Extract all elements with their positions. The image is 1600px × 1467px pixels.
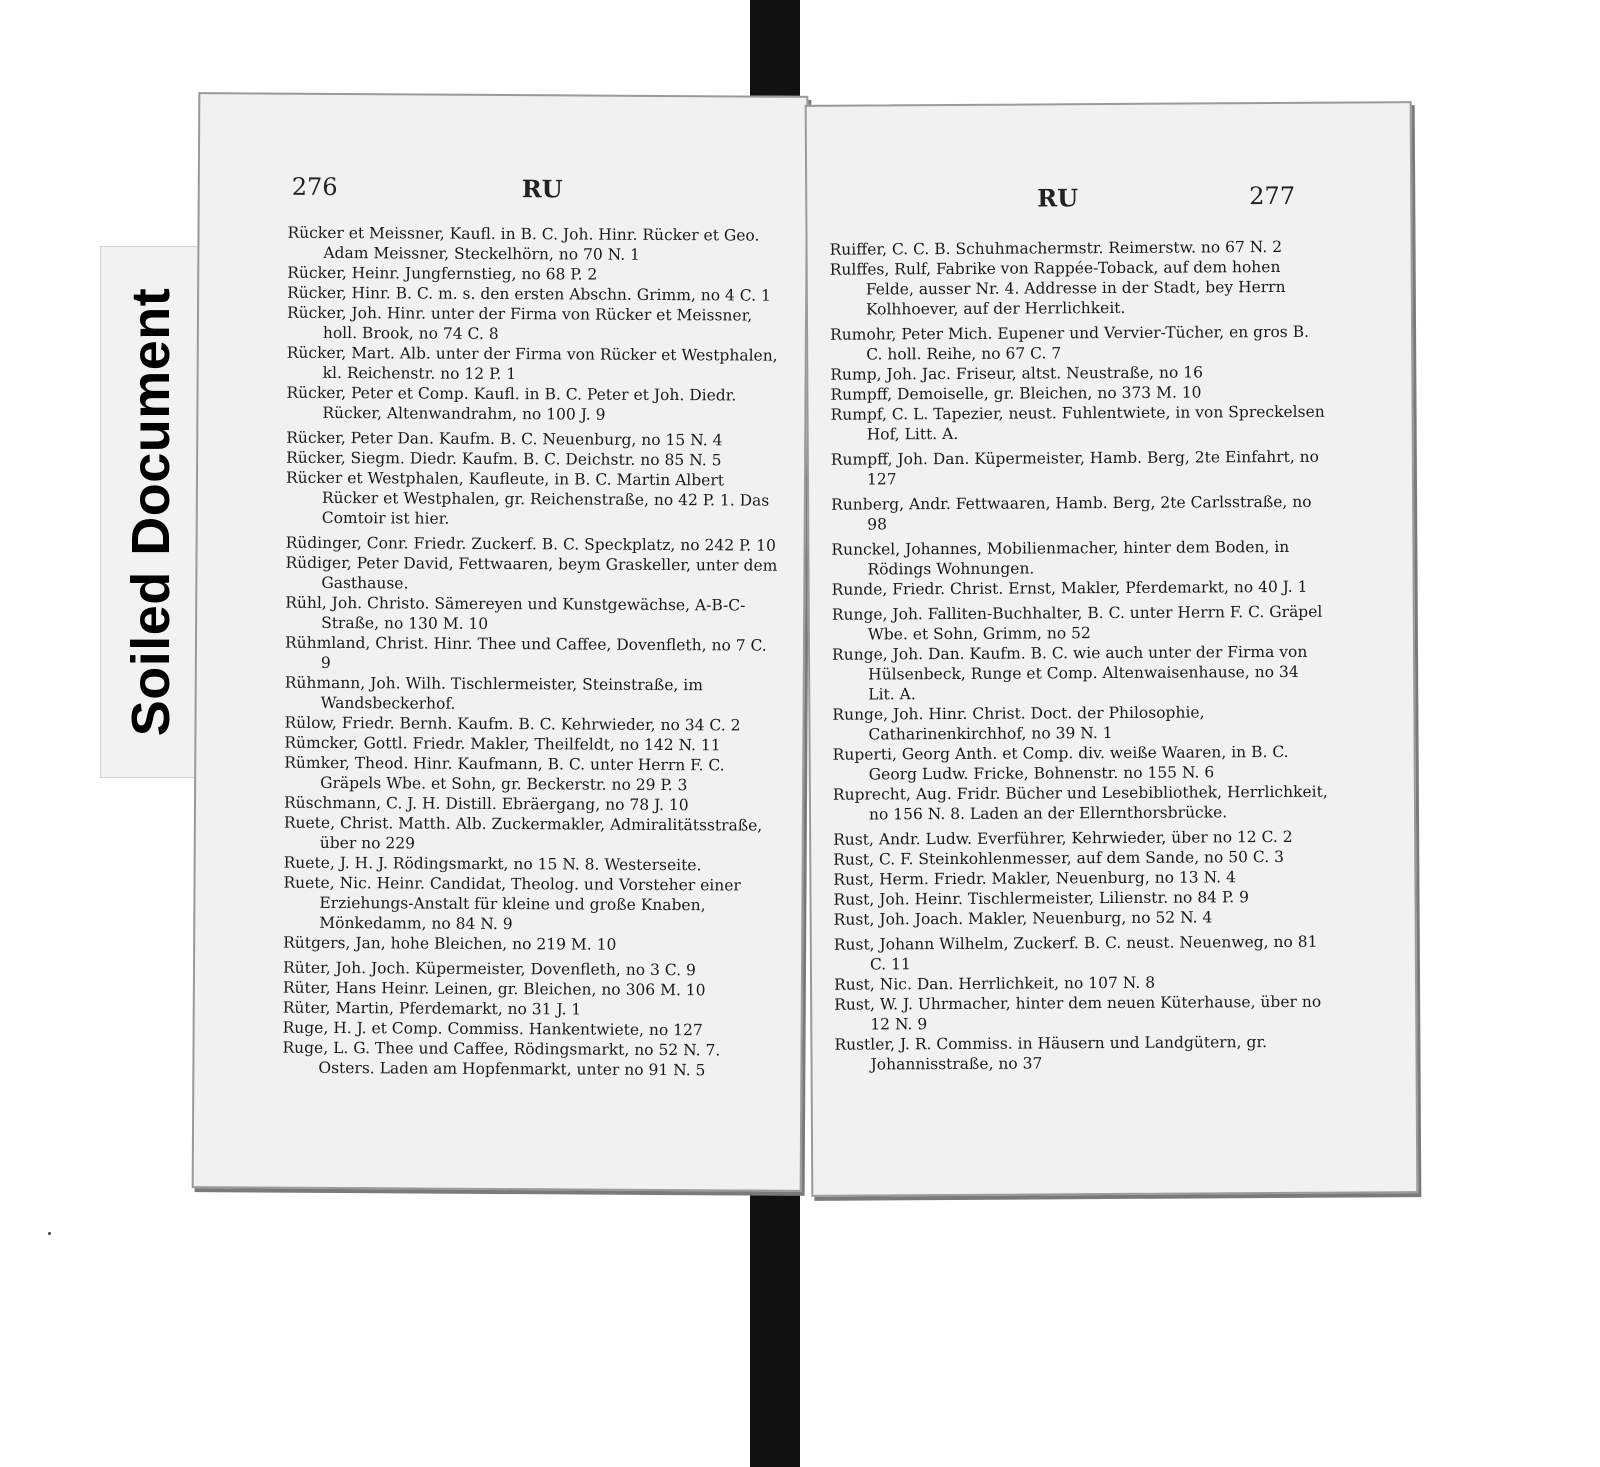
directory-entry: Rülow, Friedr. Bernh. Kaufm. B. C. Kehrwieder, no 34 C. 2 bbox=[284, 713, 741, 735]
directory-entry: Rust, Joh. Joach. Makler, Neuenburg, no 52 N. 4 bbox=[833, 908, 1213, 929]
directory-entry: Rust, Nic. Dan. Herrlichkeit, no 107 N. 8 bbox=[833, 973, 1156, 994]
binding-strip-top bbox=[750, 0, 800, 110]
directory-entry: Rücker, Peter Dan. Kaufm. B. C. Neuenburg, no 15 N. 4 bbox=[286, 428, 723, 450]
directory-entry: Ruete, Christ. Matth. Alb. Zuckermakler, Admiralitätsstraße, über no 229 bbox=[283, 813, 763, 853]
right-page-header: RU bbox=[1037, 183, 1079, 213]
directory-entry: Ruge, L. G. Thee und Caffee, Rödingsmarkt, no 52 N. 7. Osters. Laden am Hopfenmarkt, unter no 91 N. 5 bbox=[282, 1038, 721, 1080]
directory-entry: Rüdinger, Conr. Friedr. Zuckerf. B. C. Speckplatz, no 242 P. 10 bbox=[285, 533, 776, 555]
directory-entry: Rücker, Joh. Hinr. unter der Firma von Rücker et Meissner, holl. Brook, no 74 C. 8 bbox=[286, 303, 753, 343]
directory-entry: Rust, Andr. Ludw. Everführer, Kehrwieder, über no 12 C. 2 bbox=[833, 827, 1293, 849]
directory-entry: Rumpf, C. L. Tapezier, neust. Fuhlentwiete, in von Spreckelsen Hof, Litt. A. bbox=[830, 402, 1325, 444]
directory-entry: Rumpff, Joh. Dan. Küpermeister, Hamb. Berg, 2te Einfahrt, no 127 bbox=[830, 447, 1320, 489]
directory-entry: Rüter, Joh. Joch. Küpermeister, Dovenfleth, no 3 C. 9 bbox=[282, 958, 696, 980]
left-page-header: RU bbox=[521, 174, 563, 204]
left-page-number: 276 bbox=[291, 172, 338, 201]
right-entry-list bbox=[829, 237, 1331, 1075]
directory-entry: Rust, W. J. Uhrmacher, hinter dem neuen Küterhause, über no 12 N. 9 bbox=[834, 992, 1322, 1034]
directory-entry: Rümker, Theod. Hinr. Kaufmann, B. C. unter Herrn F. C. Gräpels Wbe. et Sohn, gr. Beckerstr. no 29 P. 3 bbox=[284, 753, 725, 795]
soiled-document-label-text: Soiled Document bbox=[121, 287, 181, 737]
directory-entry: Runge, Joh. Dan. Kaufm. B. C. wie auch unter der Firma von Hülsenbeck, Runge et Comp. Altenwaisenhause, no 34 Lit. A. bbox=[831, 642, 1308, 704]
directory-entry: Rühmland, Christ. Hinr. Thee und Caffee, Dovenfleth, no 7 C. 9 bbox=[284, 633, 767, 672]
directory-entry: Runge, Joh. Hinr. Christ. Doct. der Philosophie, Catharinenkirchhof, no 39 N. 1 bbox=[832, 703, 1205, 744]
right-page bbox=[805, 101, 1419, 1197]
directory-entry: Ruiffer, C. C. B. Schuhmachermstr. Reimerstw. no 67 N. 2 bbox=[829, 237, 1283, 259]
speck-mark bbox=[48, 1232, 51, 1235]
directory-entry: Rüdiger, Peter David, Fettwaaren, beym Graskeller, unter dem Gasthause. bbox=[285, 553, 778, 593]
directory-entry: Rüter, Martin, Pferdemarkt, no 31 J. 1 bbox=[282, 998, 582, 1019]
directory-entry: Ruprecht, Aug. Fridr. Bücher und Lesebibliothek, Herrlichkeit, no 156 N. 8. Laden an der Ellernthorsbrücke. bbox=[832, 782, 1328, 824]
directory-entry: Rücker, Peter et Comp. Kaufl. in B. C. Peter et Joh. Diedr. Rücker, Altenwandrahm, no 100 J. 9 bbox=[286, 383, 737, 424]
directory-entry: Rust, Herm. Friedr. Makler, Neuenburg, no 13 N. 4 bbox=[833, 868, 1236, 889]
directory-entry: Rücker, Heinr. Jungfernstieg, no 68 P. 2 bbox=[287, 263, 598, 284]
directory-entry: Rücker et Westphalen, Kaufleute, in B. C. Martin Albert Rücker et Westphalen, gr. Reichenstraße, no 42 P. 1. Das Comtoir ist hier. bbox=[285, 468, 770, 528]
directory-entry: Rücker et Meissner, Kaufl. in B. C. Joh. Hinr. Rücker et Geo. Adam Meissner, Steckelhörn, no 70 N. 1 bbox=[287, 223, 760, 264]
directory-entry: Rust, Johann Wilhelm, Zuckerf. B. C. neust. Neuenweg, no 81 C. 11 bbox=[833, 932, 1318, 974]
left-page bbox=[192, 92, 809, 1192]
directory-entry: Rumohr, Peter Mich. Eupener und Vervier-Tücher, en gros B. C. holl. Reihe, no 67 C. 7 bbox=[830, 322, 1310, 364]
directory-entry: Rust, Joh. Heinr. Tischlermeister, Lilienstr. no 84 P. 9 bbox=[833, 888, 1249, 909]
directory-entry: Ruete, J. H. J. Rödingsmarkt, no 15 N. 8. Westerseite. bbox=[283, 853, 702, 875]
directory-entry: Ruperti, Georg Anth. et Comp. div. weiße Waaren, in B. C. Georg Ludw. Fricke, Bohnenstr. no 155 N. 6 bbox=[832, 742, 1289, 784]
right-page-number: 277 bbox=[1249, 181, 1296, 211]
directory-entry: Rustler, J. R. Commiss. in Häusern und Landgütern, gr. Johannisstraße, no 37 bbox=[834, 1033, 1268, 1074]
directory-entry: Rump, Joh. Jac. Friseur, altst. Neustraße, no 16 bbox=[830, 363, 1204, 384]
directory-entry: Rumpff, Demoiselle, gr. Bleichen, no 373 M. 10 bbox=[830, 383, 1202, 404]
directory-entry: Runckel, Johannes, Mobilienmacher, hinter dem Boden, in Rödings Wohnungen. bbox=[831, 537, 1290, 579]
directory-entry: Rühl, Joh. Christo. Sämereyen und Kunstgewächse, A-B-C-Straße, no 130 M. 10 bbox=[285, 593, 746, 633]
left-entry-list bbox=[282, 223, 779, 1081]
directory-entry: Rümcker, Gottl. Friedr. Makler, Theilfeldt, no 142 N. 11 bbox=[284, 733, 721, 755]
soiled-document-label bbox=[100, 246, 202, 778]
directory-entry: Runde, Friedr. Christ. Ernst, Makler, Pferdemarkt, no 40 J. 1 bbox=[831, 577, 1308, 599]
directory-entry: Rücker, Siegm. Diedr. Kaufm. B. C. Deichstr. no 85 N. 5 bbox=[286, 448, 722, 470]
directory-entry: Ruete, Nic. Heinr. Candidat, Theolog. und Vorsteher einer Erziehungs-Anstalt für kleine und große Knaben, Mönkedamm, no 84 N. 9 bbox=[283, 873, 741, 934]
directory-entry: Rütgers, Jan, hohe Bleichen, no 219 M. 10 bbox=[283, 933, 617, 954]
directory-entry: Ruge, H. J. et Comp. Commiss. Hankentwiete, no 127 bbox=[282, 1018, 703, 1040]
directory-entry: Runberg, Andr. Fettwaaren, Hamb. Berg, 2te Carlsstraße, no 98 bbox=[831, 492, 1312, 534]
directory-entry: Rüschmann, C. J. H. Distill. Ebräergang, no 78 J. 10 bbox=[283, 793, 689, 815]
binding-strip-bottom bbox=[750, 1180, 800, 1467]
directory-entry: Rüter, Hans Heinr. Leinen, gr. Bleichen, no 306 M. 10 bbox=[282, 978, 706, 1000]
directory-entry: Rulffes, Rulf, Fabrike von Rappée-Toback, auf dem hohen Felde, ausser Nr. 4. Addresse in der Stadt, bey Herrn Kolhhoever, auf der Herrlichkeit. bbox=[829, 257, 1286, 319]
directory-entry: Rühmann, Joh. Wilh. Tischlermeister, Steinstraße, im Wandsbeckerhof. bbox=[284, 673, 704, 713]
directory-entry: Rücker, Mart. Alb. unter der Firma von Rücker et Westphalen, kl. Reichenstr. no 12 P. 1 bbox=[286, 343, 778, 384]
directory-entry: Rust, C. F. Steinkohlenmesser, auf dem Sande, no 50 C. 3 bbox=[833, 847, 1284, 869]
directory-entry: Runge, Joh. Falliten-Buchhalter, B. C. unter Herrn F. C. Gräpel Wbe. et Sohn, Grimm, no 52 bbox=[831, 602, 1323, 644]
directory-entry: Rücker, Hinr. B. C. m. s. den ersten Abschn. Grimm, no 4 C. 1 bbox=[287, 283, 771, 305]
